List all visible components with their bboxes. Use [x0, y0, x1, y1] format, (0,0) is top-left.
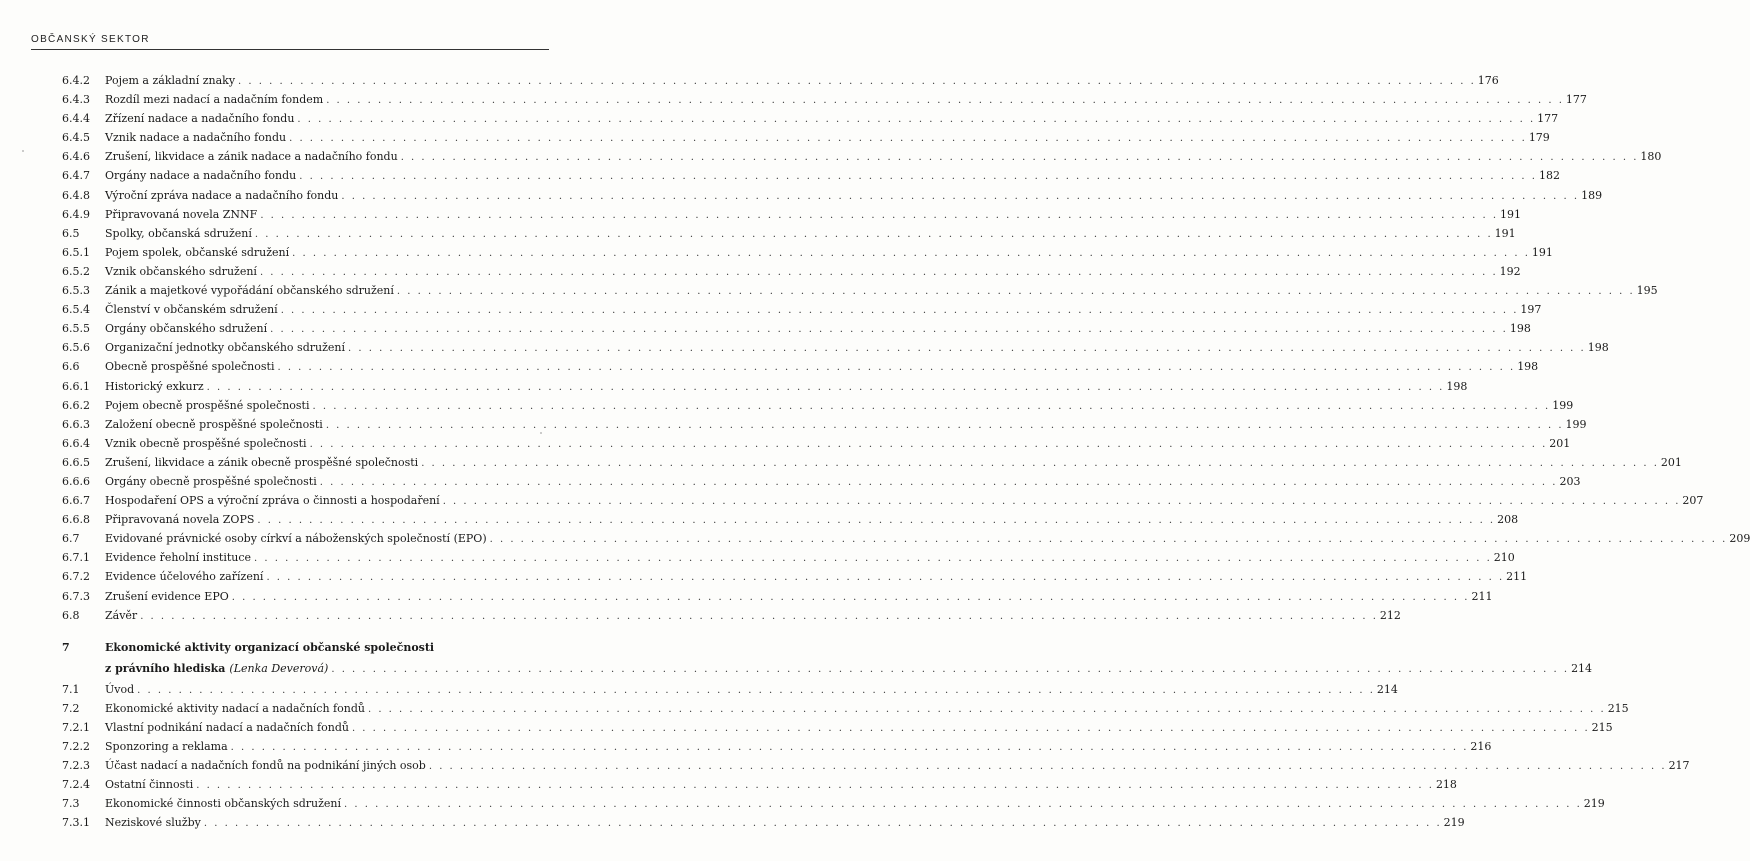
toc-entry-line — [105, 166, 1560, 186]
chapter-heading-line2[interactable] — [62, 659, 1593, 680]
page-number: 211 — [1506, 570, 1528, 584]
section-title: Obecně prospěšné společnosti — [105, 360, 275, 374]
dot-leader: . . . . . . . . . . . . . . . . . . . . . . . . . . . . . . . . . . . . . . . . . . . . . . . . . . . . . . . . . . . . . . . . . . . . . . . . . . . . . . . . . . . . . . . . . . . . . . . . . . . . . . . . . . . . . . . . . . . . . . . . — [421, 457, 1659, 469]
section-number: 6.8 — [62, 608, 80, 622]
toc-entry[interactable] — [62, 281, 1658, 300]
dot-leader: . . . . . . . . . . . . . . . . . . . . . . . . . . . . . . . . . . . . . . . . . . . . . . . . . . . . . . . . . . . . . . . . . . . . . . . . . . . . . . . . . . . . . . . . . . . . . . . . . . . . . . . . . . . . . . . . . . . . . . . . — [238, 76, 1476, 87]
chapter-subtitle — [105, 659, 331, 678]
toc-entry-line — [105, 587, 1493, 607]
page-number: 198 — [1509, 322, 1531, 336]
page-number: 198 — [1587, 341, 1609, 355]
page-number: 192 — [1499, 264, 1521, 278]
page-number: 199 — [1552, 398, 1574, 412]
section-title: Úvod — [105, 682, 135, 696]
dot-leader: . . . . . . . . . . . . . . . . . . . . . . . . . . . . . . . . . . . . . . . . . . . . . . . . . . . . . . . . . . . . . . . . . . . . . . . . . . . . . . . . . . . . . . . . . . . . . . . . . . . . . . . . . . . . . . . . . . . . . . . . — [259, 266, 1498, 278]
toc-entry[interactable] — [62, 109, 1559, 128]
section-number: 6.6.3 — [62, 417, 90, 431]
dot-leader: . . . . . . . . . . . . . . . . . . . . . . . . . . . . . . . . . . . . . . . . . . . . . . . . . . . . . . . . . . . . . . . . . . . . . . . . . . . . . . . . . . . . . . . . . . . . . . . . . . . . . . . . . . . . . . . . . . . . . . . . — [325, 419, 1564, 431]
section-number: 6.5.1 — [62, 245, 90, 259]
toc-entry[interactable] — [62, 300, 1542, 319]
toc-entry[interactable] — [62, 243, 1553, 262]
toc-entry[interactable] — [62, 453, 1682, 472]
toc-entry[interactable] — [62, 415, 1587, 434]
dot-leader: . . . . . . . . . . . . . . . . . . . . . . . . . . . . . . . . . . . . . . . . . . . . . . . . . . . . . . . . . . . . . . . . . . . . . . . . . . . . . . . . . . . . . . . . . . . . . . . . . . . . . . . . . . . . . . . . . . . . . . . . — [297, 114, 1536, 126]
chapter-heading[interactable] — [62, 638, 550, 659]
dot-leader: . . . . . . . . . . . . . . . . . . . . . . . . . . . . . . . . . . . . . . . . . . . . . . . . . . . . . . . . . . . . . . . . . . . . . . . . . . . . . . . . . . . . . . . . . . . . . . . . . . . . . . . . . . . . . . . . . . . . . . . . — [280, 305, 1519, 317]
dot-leader: . . . . . . . . . . . . . . . . . . . . . . . . . . . . . . . . . . . . . . . . . . . . . . . . . . . . . . . . . . . . . . . . . . . . . . . . . . . . . . . . . . . . . . . . . . . . . . . . . . . . . . . . . . . . . . . . . . . . . . . . — [400, 152, 1639, 164]
page-number: 210 — [1493, 551, 1515, 565]
section-number: 6.4.3 — [62, 93, 90, 107]
section-number: 7.2.1 — [62, 720, 90, 734]
section-number: 6.5.6 — [62, 341, 90, 355]
toc-entry-line — [105, 606, 1401, 626]
toc-entry[interactable] — [62, 147, 1662, 166]
page-number: 217 — [1668, 759, 1690, 773]
dot-leader: . . . . . . . . . . . . . . . . . . . . . . . . . . . . . . . . . . . . . . . . . . . . . . . . . . . . . . . . . . . . . . . . . . . . . . . . . . . . . . . . . . . . . . . . . . . . . . . . . . . . . . . . . . . . . . . . . . . . . . . . — [326, 95, 1564, 107]
section-title: Zrušení, likvidace a zánik obecně prospěšné společnosti — [105, 455, 419, 469]
section-title: Pojem spolek, občanské sdružení — [105, 245, 290, 259]
page-number: 180 — [1640, 150, 1662, 164]
section-number: 6.5.3 — [62, 284, 90, 298]
section-title: Evidence účelového zařízení — [105, 570, 264, 584]
section-number: 6.4.2 — [62, 74, 90, 87]
toc-entry-line — [105, 147, 1662, 167]
paper-speck — [22, 150, 24, 152]
dot-leader: . . . . . . . . . . . . . . . . . . . . . . . . . . . . . . . . . . . . . . . . . . . . . . . . . . . . . . . . . . . . . . . . . . . . . . . . . . . . . . . . . . . . . . . . . . . . . . . . . . . . . . . . . . . . . . . . . . . . . . . . — [137, 684, 1375, 696]
toc-entry[interactable] — [62, 510, 1519, 529]
toc-entry[interactable] — [62, 491, 1704, 510]
section-title: Rozdíl mezi nadací a nadačním fondem — [105, 93, 324, 107]
section-number: 7.2.2 — [62, 740, 90, 753]
section-number: 6.7.1 — [62, 551, 90, 565]
dot-leader: . . . . . . . . . . . . . . . . . . . . . . . . . . . . . . . . . . . . . . . . . . . . . . . . . . . . . . . . . . . . . . . . . . . . . . . . . . . . . . . . . . . . . . . . . . . . . . . . . . . . . . . . . . . . . . . . . . . . . . . . — [254, 553, 1492, 565]
toc-entry[interactable] — [62, 606, 1401, 625]
toc-entry[interactable] — [62, 794, 1605, 813]
dot-leader: . . . . . . . . . . . . . . . . . . . . . . . . . . . . . . . . . . . . . . . . . . . . . . . . . . . . . . . . . . . . . . . . . . . . . . . . . . . . . . . . . . . . . . . . . . . . . . . . . . . . . . . . . . . . . . . . . . . . . . . . — [270, 324, 1508, 336]
toc-entry-line — [105, 319, 1531, 339]
toc-entry[interactable] — [62, 548, 1515, 567]
toc-entry[interactable] — [62, 377, 1468, 396]
page-number: 218 — [1435, 778, 1457, 792]
dot-leader: . . . . . . . . . . . . . . . . . . . . . . . . . . . . . . . . . . . . . . . . . . . . . . . . . . . . . . . . . . . . . . . . . . . . . . . . . . . . . . . . . . . . . . . . . . . . . . . . . . . . . . . . . . . . . . . . . . . . . . . . — [299, 171, 1537, 183]
toc-entry-line — [105, 128, 1550, 148]
dot-leader: . . . . . . . . . . . . . . . . . . . . . . . . . . . . . . . . . . . . . . . . . . . . . . . . . . . . . . . . . . . . . . . . . . . . . . . . . . . . . . . . . . . . . . . . . . . . . . . . . . . . . . . . . . . . . . . . . . . . . . . . — [206, 381, 1445, 393]
toc-entry[interactable] — [62, 224, 1516, 243]
page-number: 197 — [1520, 303, 1542, 317]
dot-leader: . . . . . . . . . . . . . . . . . . . . . . . . . . . . . . . . . . . . . . . . . . . . . . . . . . . . . . . . . . . . . . . . . . . . . . . . . . . . . . . . . . . . . . . . . . . . . . . . . . . . . . . . . . . . . . . . . . . . . . . . — [266, 572, 1505, 584]
toc-entry-line — [105, 205, 1522, 225]
page-number: 219 — [1443, 816, 1465, 830]
chapter-page-number: 214 — [1571, 661, 1593, 675]
page-number: 201 — [1549, 436, 1571, 450]
toc-entry-line — [105, 775, 1457, 795]
toc-entry-line — [105, 338, 1609, 358]
page-number: 214 — [1376, 682, 1398, 696]
running-head: OBČANSKÝ SEKTOR — [31, 34, 150, 45]
page-number: 179 — [1528, 131, 1550, 145]
section-title: Evidované právnické osoby církví a náboženských společností (EPO) — [105, 532, 487, 546]
section-title: Hospodaření OPS a výroční zpráva o činnosti a hospodaření — [105, 494, 440, 508]
toc-entry-line — [105, 567, 1528, 587]
page-number: 203 — [1559, 474, 1581, 488]
section-title: Zrušení, likvidace a zánik nadace a nadačního fondu — [105, 150, 398, 164]
toc-entry-line — [105, 472, 1581, 492]
toc-entry-line — [105, 377, 1468, 397]
dot-leader: . . . . . . . . . . . . . . . . . . . . . . . . . . . . . . . . . . . . . . . . . . . . . . . . . . . . . . . . . . . . . . . . . . . . . . . . . . . . . . . . . . . . . . . . . . . . . . . . . . . . . . . . . . . . . . . . . . . . . . . . — [203, 818, 1442, 830]
section-title: Členství v občanském sdružení — [105, 303, 278, 317]
section-number: 6.4.5 — [62, 131, 90, 145]
section-number: 7.1 — [62, 682, 80, 696]
toc-entry-line — [105, 529, 1750, 549]
toc-entry-line — [105, 281, 1658, 301]
toc-entry-line — [105, 396, 1574, 416]
toc-entry[interactable] — [62, 186, 1603, 205]
section-title: Zrušení evidence EPO — [105, 589, 229, 603]
section-number: 6.6 — [62, 360, 80, 374]
toc-entry-line — [105, 453, 1682, 473]
chapter-entry — [105, 659, 1593, 679]
section-number: 7.2.3 — [62, 759, 90, 773]
toc-entry[interactable] — [62, 338, 1609, 357]
section-number: 6.5.4 — [62, 303, 90, 317]
toc-entry[interactable] — [62, 699, 1629, 718]
section-title: Sponzoring a reklama — [105, 740, 228, 753]
toc-entry-line — [105, 224, 1516, 244]
page-number: 199 — [1565, 417, 1587, 431]
page-number: 208 — [1497, 513, 1519, 527]
chapter-title-line1 — [105, 638, 550, 657]
section-title: Evidence řeholní instituce — [105, 551, 252, 565]
paper-speck — [540, 432, 542, 434]
page-number: 198 — [1446, 379, 1468, 393]
toc-entry-line — [105, 548, 1515, 568]
section-title: Pojem a základní znaky — [105, 74, 236, 87]
dot-leader: . . . . . . . . . . . . . . . . . . . . . . . . . . . . . . . . . . . . . . . . . . . . . . . . . . . . . . . . . . . . . . . . . . . . . . . . . . . . . . . . . . . . . . . . . . . . . . . . . . . . . . . . . . . . . . . . . . . . . . . . — [489, 534, 1728, 546]
toc-entry[interactable] — [62, 472, 1581, 491]
toc-entry-line — [105, 794, 1605, 814]
toc-entry[interactable] — [62, 71, 1499, 90]
dot-leader: . . . . . . . . . . . . . . . . . . . . . . . . . . . . . . . . . . . . . . . . . . . . . . . . . . . . . . . . . . . . . . . . . . . . . . . . . . . . . . . . . . . . . . . . . . . . . . . . . . . . . . . . . . . . . . . . . . . . . . . . — [348, 343, 1586, 355]
dot-leader: . . . . . . . . . . . . . . . . . . . . . . . . . . . . . . . . . . . . . . . . . . . . . . . . . . . . . . . . . . . . . . . . . . . . . . . . . . . . . . . . . . . . . . . . . . . . . . . . . . . . . . . . . . . . . . . . . . . . . . . . — [309, 438, 1548, 450]
dot-leader: . . . . . . . . . . . . . . . . . . . . . . . . . . . . . . . . . . . . . . . . . . . . . . . . . . . . . . . . . . . . . . . . . . . . . . . . . . . . . . . . . . . . . . . . . . . . . . . . . . . . . . . . . . . . . . . . . . . . . . . . — [341, 190, 1580, 202]
toc-entry[interactable] — [62, 166, 1560, 185]
section-title: Neziskové služby — [105, 816, 201, 830]
section-number: 6.6.8 — [62, 513, 90, 527]
section-title: Výroční zpráva nadace a nadačního fondu — [105, 188, 339, 202]
section-title: Založení obecně prospěšné společnosti — [105, 417, 323, 431]
section-title: Vznik nadace a nadačního fondu — [105, 131, 287, 145]
chapter-number: 7 — [62, 640, 70, 654]
page-number: 191 — [1494, 226, 1516, 240]
section-title: Připravovaná novela ZNNF — [105, 207, 258, 221]
toc-entry-line — [105, 813, 1465, 833]
section-number: 6.4.7 — [62, 169, 90, 183]
section-title: Ostatní činnosti — [105, 778, 194, 792]
dot-leader: . . . . . . . . . . . . . . . . . . . . . . . . . . . . . . . . . . . . . . . . . . . . . . . . . . . . . . . . . . . . . . . . . . . . . . . . . . . . . . . . . . . . . . . . . . . . . . . . . . . . . . . . . . . . . . . . . . . . . . . . — [289, 133, 1527, 145]
toc-entry[interactable] — [62, 396, 1574, 415]
page-number: 195 — [1636, 284, 1658, 298]
toc-entry[interactable] — [62, 128, 1550, 147]
section-number: 6.7 — [62, 532, 80, 546]
toc-entry-line — [105, 718, 1613, 738]
section-title: Orgány občanského sdružení — [105, 322, 268, 336]
toc-entry-line — [105, 756, 1690, 776]
section-title: Ekonomické aktivity nadací a nadačních fondů — [105, 701, 365, 715]
chapter-title-line2: z právního hlediska — [105, 661, 226, 675]
section-number: 7.2 — [62, 701, 80, 715]
section-number: 6.6.6 — [62, 474, 90, 488]
toc-entry[interactable] — [62, 529, 1750, 548]
section-title: Vznik občanského sdružení — [105, 264, 257, 278]
section-number: 6.6.5 — [62, 455, 90, 469]
toc-entry[interactable] — [62, 680, 1398, 699]
toc-section-6 — [62, 71, 1750, 625]
page-number: 211 — [1471, 589, 1493, 603]
dot-leader: . . . . . . . . . . . . . . . . . . . . . . . . . . . . . . . . . . . . . . . . . . . . . . . . . . . . . . . . . . . . . . . . . . . . . . . . . . . . . . . . . . . . . . . . . . . . . . . . . . . . . . . . . . . . . . . . . . . . . . . . — [331, 663, 1570, 675]
page-number: 215 — [1591, 720, 1613, 734]
toc-entry[interactable] — [62, 587, 1493, 606]
page-number: 177 — [1537, 112, 1559, 126]
section-number: 6.6.1 — [62, 379, 90, 393]
section-title: Orgány nadace a nadačního fondu — [105, 169, 297, 183]
section-title: Organizační jednotky občanského sdružení — [105, 341, 345, 355]
chapter-title: Ekonomické aktivity organizací občanské společnosti — [105, 640, 435, 654]
toc-entry-line — [105, 300, 1542, 320]
page-number: 209 — [1729, 532, 1750, 546]
section-number: 6.5.5 — [62, 322, 90, 336]
toc-entry-line — [105, 357, 1539, 377]
toc-entry-line — [105, 415, 1587, 435]
section-title: Zřízení nadace a nadačního fondu — [105, 112, 295, 126]
dot-leader: . . . . . . . . . . . . . . . . . . . . . . . . . . . . . . . . . . . . . . . . . . . . . . . . . . . . . . . . . . . . . . . . . . . . . . . . . . . . . . . . . . . . . . . . . . . . . . . . . . . . . . . . . . . . . . . . . . . . . . . . — [140, 610, 1378, 622]
section-title: Připravovaná novela ZOPS — [105, 513, 255, 527]
section-number: 6.4.8 — [62, 188, 90, 202]
section-title: Vlastní podnikání nadací a nadačních fondů — [105, 720, 349, 734]
section-number: 7.3.1 — [62, 816, 90, 830]
dot-leader: . . . . . . . . . . . . . . . . . . . . . . . . . . . . . . . . . . . . . . . . . . . . . . . . . . . . . . . . . . . . . . . . . . . . . . . . . . . . . . . . . . . . . . . . . . . . . . . . . . . . . . . . . . . . . . . . . . . . . . . . — [277, 362, 1516, 374]
dot-leader: . . . . . . . . . . . . . . . . . . . . . . . . . . . . . . . . . . . . . . . . . . . . . . . . . . . . . . . . . . . . . . . . . . . . . . . . . . . . . . . . . . . . . . . . . . . . . . . . . . . . . . . . . . . . . . . . . . . . . . . . — [254, 228, 1493, 240]
toc-entry-line — [105, 680, 1398, 700]
chapter-author: (Lenka Deverová) — [229, 661, 329, 675]
section-number: 6.5.2 — [62, 264, 90, 278]
page-number: 207 — [1682, 494, 1704, 508]
section-title: Zánik a majetkové vypořádání občanského sdružení — [105, 284, 394, 298]
page-number: 219 — [1583, 797, 1605, 811]
page-number: 176 — [1477, 74, 1499, 87]
toc-entry-line — [105, 491, 1704, 511]
section-title: Historický exkurz — [105, 379, 204, 393]
section-number: 6.6.4 — [62, 436, 90, 450]
toc-entry-line — [105, 434, 1571, 454]
section-number: 6.6.7 — [62, 494, 90, 508]
section-number: 7.3 — [62, 797, 80, 811]
toc-entry[interactable] — [62, 756, 1690, 775]
toc-entry[interactable] — [62, 262, 1521, 281]
toc-entry-line — [105, 90, 1587, 110]
toc-entry[interactable] — [62, 813, 1465, 832]
toc-entry[interactable] — [62, 737, 1492, 756]
toc-entry-line — [105, 71, 1499, 91]
page-number: 198 — [1517, 360, 1539, 374]
dot-leader: . . . . . . . . . . . . . . . . . . . . . . . . . . . . . . . . . . . . . . . . . . . . . . . . . . . . . . . . . . . . . . . . . . . . . . . . . . . . . . . . . . . . . . . . . . . . . . . . . . . . . . . . . . . . . . . . . . . . . . . . — [319, 476, 1558, 488]
toc-entry-line — [105, 186, 1603, 206]
section-number: 6.6.2 — [62, 398, 90, 412]
toc-entry[interactable] — [62, 775, 1457, 794]
page-number: 215 — [1607, 701, 1629, 715]
dot-leader: . . . . . . . . . . . . . . . . . . . . . . . . . . . . . . . . . . . . . . . . . . . . . . . . . . . . . . . . . . . . . . . . . . . . . . . . . . . . . . . . . . . . . . . . . . . . . . . . . . . . . . . . . . . . . . . . . . . . . . . . — [312, 400, 1551, 412]
toc-entry-line — [105, 510, 1519, 530]
dot-leader: . . . . . . . . . . . . . . . . . . . . . . . . . . . . . . . . . . . . . . . . . . . . . . . . . . . . . . . . . . . . . . . . . . . . . . . . . . . . . . . . . . . . . . . . . . . . . . . . . . . . . . . . . . . . . . . . . . . . . . . . — [257, 515, 1496, 527]
dot-leader: . . . . . . . . . . . . . . . . . . . . . . . . . . . . . . . . . . . . . . . . . . . . . . . . . . . . . . . . . . . . . . . . . . . . . . . . . . . . . . . . . . . . . . . . . . . . . . . . . . . . . . . . . . . . . . . . . . . . . . . . — [231, 591, 1470, 603]
dot-leader: . . . . . . . . . . . . . . . . . . . . . . . . . . . . . . . . . . . . . . . . . . . . . . . . . . . . . . . . . . . . . . . . . . . . . . . . . . . . . . . . . . . . . . . . . . . . . . . . . . . . . . . . . . . . . . . . . . . . . . . . — [367, 703, 1606, 715]
page-number: 212 — [1379, 608, 1401, 622]
toc-entry[interactable] — [62, 357, 1539, 376]
toc-entry-line — [105, 699, 1629, 719]
section-title: Ekonomické činnosti občanských sdružení — [105, 797, 342, 811]
section-title: Účast nadací a nadačních fondů na podnikání jiných osob — [105, 759, 426, 773]
toc-entry[interactable] — [62, 90, 1587, 109]
section-title: Vznik obecně prospěšné společnosti — [105, 436, 307, 450]
toc-entry-line — [105, 737, 1492, 757]
toc-entry[interactable] — [62, 319, 1531, 338]
table-of-contents — [62, 71, 1750, 832]
dot-leader: . . . . . . . . . . . . . . . . . . . . . . . . . . . . . . . . . . . . . . . . . . . . . . . . . . . . . . . . . . . . . . . . . . . . . . . . . . . . . . . . . . . . . . . . . . . . . . . . . . . . . . . . . . . . . . . . . . . . . . . . — [396, 286, 1635, 298]
section-number: 6.7.3 — [62, 589, 90, 603]
section-title: Závěr — [105, 608, 138, 622]
dot-leader: . . . . . . . . . . . . . . . . . . . . . . . . . . . . . . . . . . . . . . . . . . . . . . . . . . . . . . . . . . . . . . . . . . . . . . . . . . . . . . . . . . . . . . . . . . . . . . . . . . . . . . . . . . . . . . . . . . . . . . . . — [344, 799, 1582, 811]
dot-leader: . . . . . . . . . . . . . . . . . . . . . . . . . . . . . . . . . . . . . . . . . . . . . . . . . . . . . . . . . . . . . . . . . . . . . . . . . . . . . . . . . . . . . . . . . . . . . . . . . . . . . . . . . . . . . . . . . . . . . . . . — [351, 722, 1590, 734]
page-number: 189 — [1581, 188, 1603, 202]
toc-section-7 — [62, 680, 1690, 833]
dot-leader: . . . . . . . . . . . . . . . . . . . . . . . . . . . . . . . . . . . . . . . . . . . . . . . . . . . . . . . . . . . . . . . . . . . . . . . . . . . . . . . . . . . . . . . . . . . . . . . . . . . . . . . . . . . . . . . . . . . . . . . . — [260, 209, 1499, 221]
toc-entry[interactable] — [62, 205, 1522, 224]
page-number: 177 — [1565, 93, 1587, 107]
page-number: 191 — [1531, 245, 1553, 259]
toc-entry-line — [105, 243, 1553, 263]
header-rule — [31, 49, 549, 50]
section-title: Pojem obecně prospěšné společnosti — [105, 398, 310, 412]
toc-entry-line — [105, 109, 1559, 129]
dot-leader: . . . . . . . . . . . . . . . . . . . . . . . . . . . . . . . . . . . . . . . . . . . . . . . . . . . . . . . . . . . . . . . . . . . . . . . . . . . . . . . . . . . . . . . . . . . . . . . . . . . . . . . . . . . . . . . . . . . . . . . . — [428, 761, 1667, 773]
dot-leader: . . . . . . . . . . . . . . . . . . . . . . . . . . . . . . . . . . . . . . . . . . . . . . . . . . . . . . . . . . . . . . . . . . . . . . . . . . . . . . . . . . . . . . . . . . . . . . . . . . . . . . . . . . . . . . . . . . . . . . . . — [230, 742, 1469, 753]
toc-gap — [62, 625, 550, 638]
page-number: 216 — [1470, 740, 1492, 753]
section-number: 6.5 — [62, 226, 80, 240]
page-number: 201 — [1660, 455, 1682, 469]
section-number: 7.2.4 — [62, 778, 90, 792]
toc-entry-line — [105, 262, 1521, 282]
section-number: 6.4.9 — [62, 207, 90, 221]
toc-entry[interactable] — [62, 718, 1613, 737]
dot-leader: . . . . . . . . . . . . . . . . . . . . . . . . . . . . . . . . . . . . . . . . . . . . . . . . . . . . . . . . . . . . . . . . . . . . . . . . . . . . . . . . . . . . . . . . . . . . . . . . . . . . . . . . . . . . . . . . . . . . . . . . — [196, 780, 1434, 792]
section-title: Spolky, občanská sdružení — [105, 226, 252, 240]
toc-entry[interactable] — [62, 567, 1528, 586]
page-number: 191 — [1500, 207, 1522, 221]
dot-leader: . . . . . . . . . . . . . . . . . . . . . . . . . . . . . . . . . . . . . . . . . . . . . . . . . . . . . . . . . . . . . . . . . . . . . . . . . . . . . . . . . . . . . . . . . . . . . . . . . . . . . . . . . . . . . . . . . . . . . . . . — [442, 496, 1681, 508]
section-title: Orgány obecně prospěšné společnosti — [105, 474, 317, 488]
dot-leader: . . . . . . . . . . . . . . . . . . . . . . . . . . . . . . . . . . . . . . . . . . . . . . . . . . . . . . . . . . . . . . . . . . . . . . . . . . . . . . . . . . . . . . . . . . . . . . . . . . . . . . . . . . . . . . . . . . . . . . . . — [292, 247, 1530, 259]
toc-entry[interactable] — [62, 434, 1571, 453]
page-number: 182 — [1538, 169, 1560, 183]
section-number: 6.4.4 — [62, 112, 90, 126]
section-number: 6.7.2 — [62, 570, 90, 584]
section-number: 6.4.6 — [62, 150, 90, 164]
